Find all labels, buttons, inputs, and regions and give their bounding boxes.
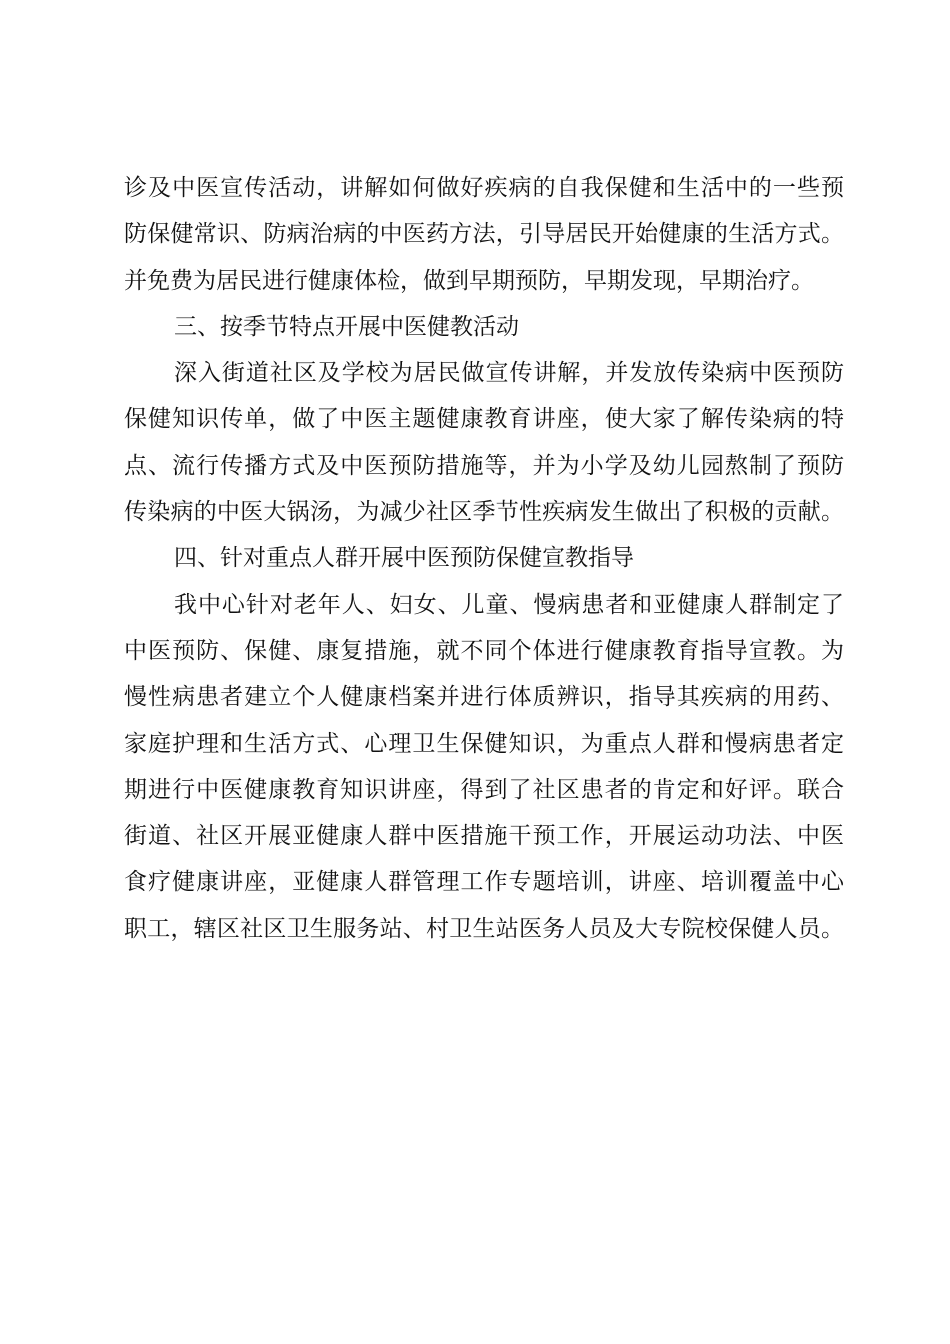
body-line: 街道、社区开展亚健康人群中医措施干预工作，开展运动功法、中医 <box>124 823 844 850</box>
body-line: 点、流行传播方式及中医预防措施等，并为小学及幼儿园熬制了预防 <box>124 452 844 479</box>
section-heading: 四、针对重点人群开展中医预防保健宣教指导 <box>174 545 634 572</box>
body-line: 我中心针对老年人、妇女、儿童、慢病患者和亚健康人群制定了 <box>174 591 844 618</box>
body-line: 传染病的中医大锅汤，为减少社区季节性疾病发生做出了积极的贡献。 <box>124 499 844 526</box>
body-line: 食疗健康讲座，亚健康人群管理工作专题培训，讲座、培训覆盖中心 <box>124 869 844 896</box>
document-body <box>124 165 844 952</box>
body-line: 中医预防、保健、康复措施，就不同个体进行健康教育指导宣教。为 <box>124 637 844 664</box>
body-line: 防保健常识、防病治病的中医药方法，引导居民开始健康的生活方式。 <box>124 221 844 248</box>
body-line: 职工，辖区社区卫生服务站、村卫生站医务人员及大专院校保健人员。 <box>124 915 844 942</box>
body-line: 深入街道社区及学校为居民做宣传讲解，并发放传染病中医预防 <box>174 360 844 387</box>
body-line: 保健知识传单，做了中医主题健康教育讲座，使大家了解传染病的特 <box>124 406 844 433</box>
section-heading: 三、按季节特点开展中医健教活动 <box>174 313 519 340</box>
body-line: 慢性病患者建立个人健康档案并进行体质辨识，指导其疾病的用药、 <box>124 684 844 711</box>
body-line: 期进行中医健康教育知识讲座，得到了社区患者的肯定和好评。联合 <box>124 776 844 803</box>
body-line: 诊及中医宣传活动，讲解如何做好疾病的自我保健和生活中的一些预 <box>124 175 844 201</box>
body-line: 并免费为居民进行健康体检，做到早期预防，早期发现，早期治疗。 <box>124 267 814 294</box>
body-line: 家庭护理和生活方式、心理卫生保健知识，为重点人群和慢病患者定 <box>124 730 844 757</box>
